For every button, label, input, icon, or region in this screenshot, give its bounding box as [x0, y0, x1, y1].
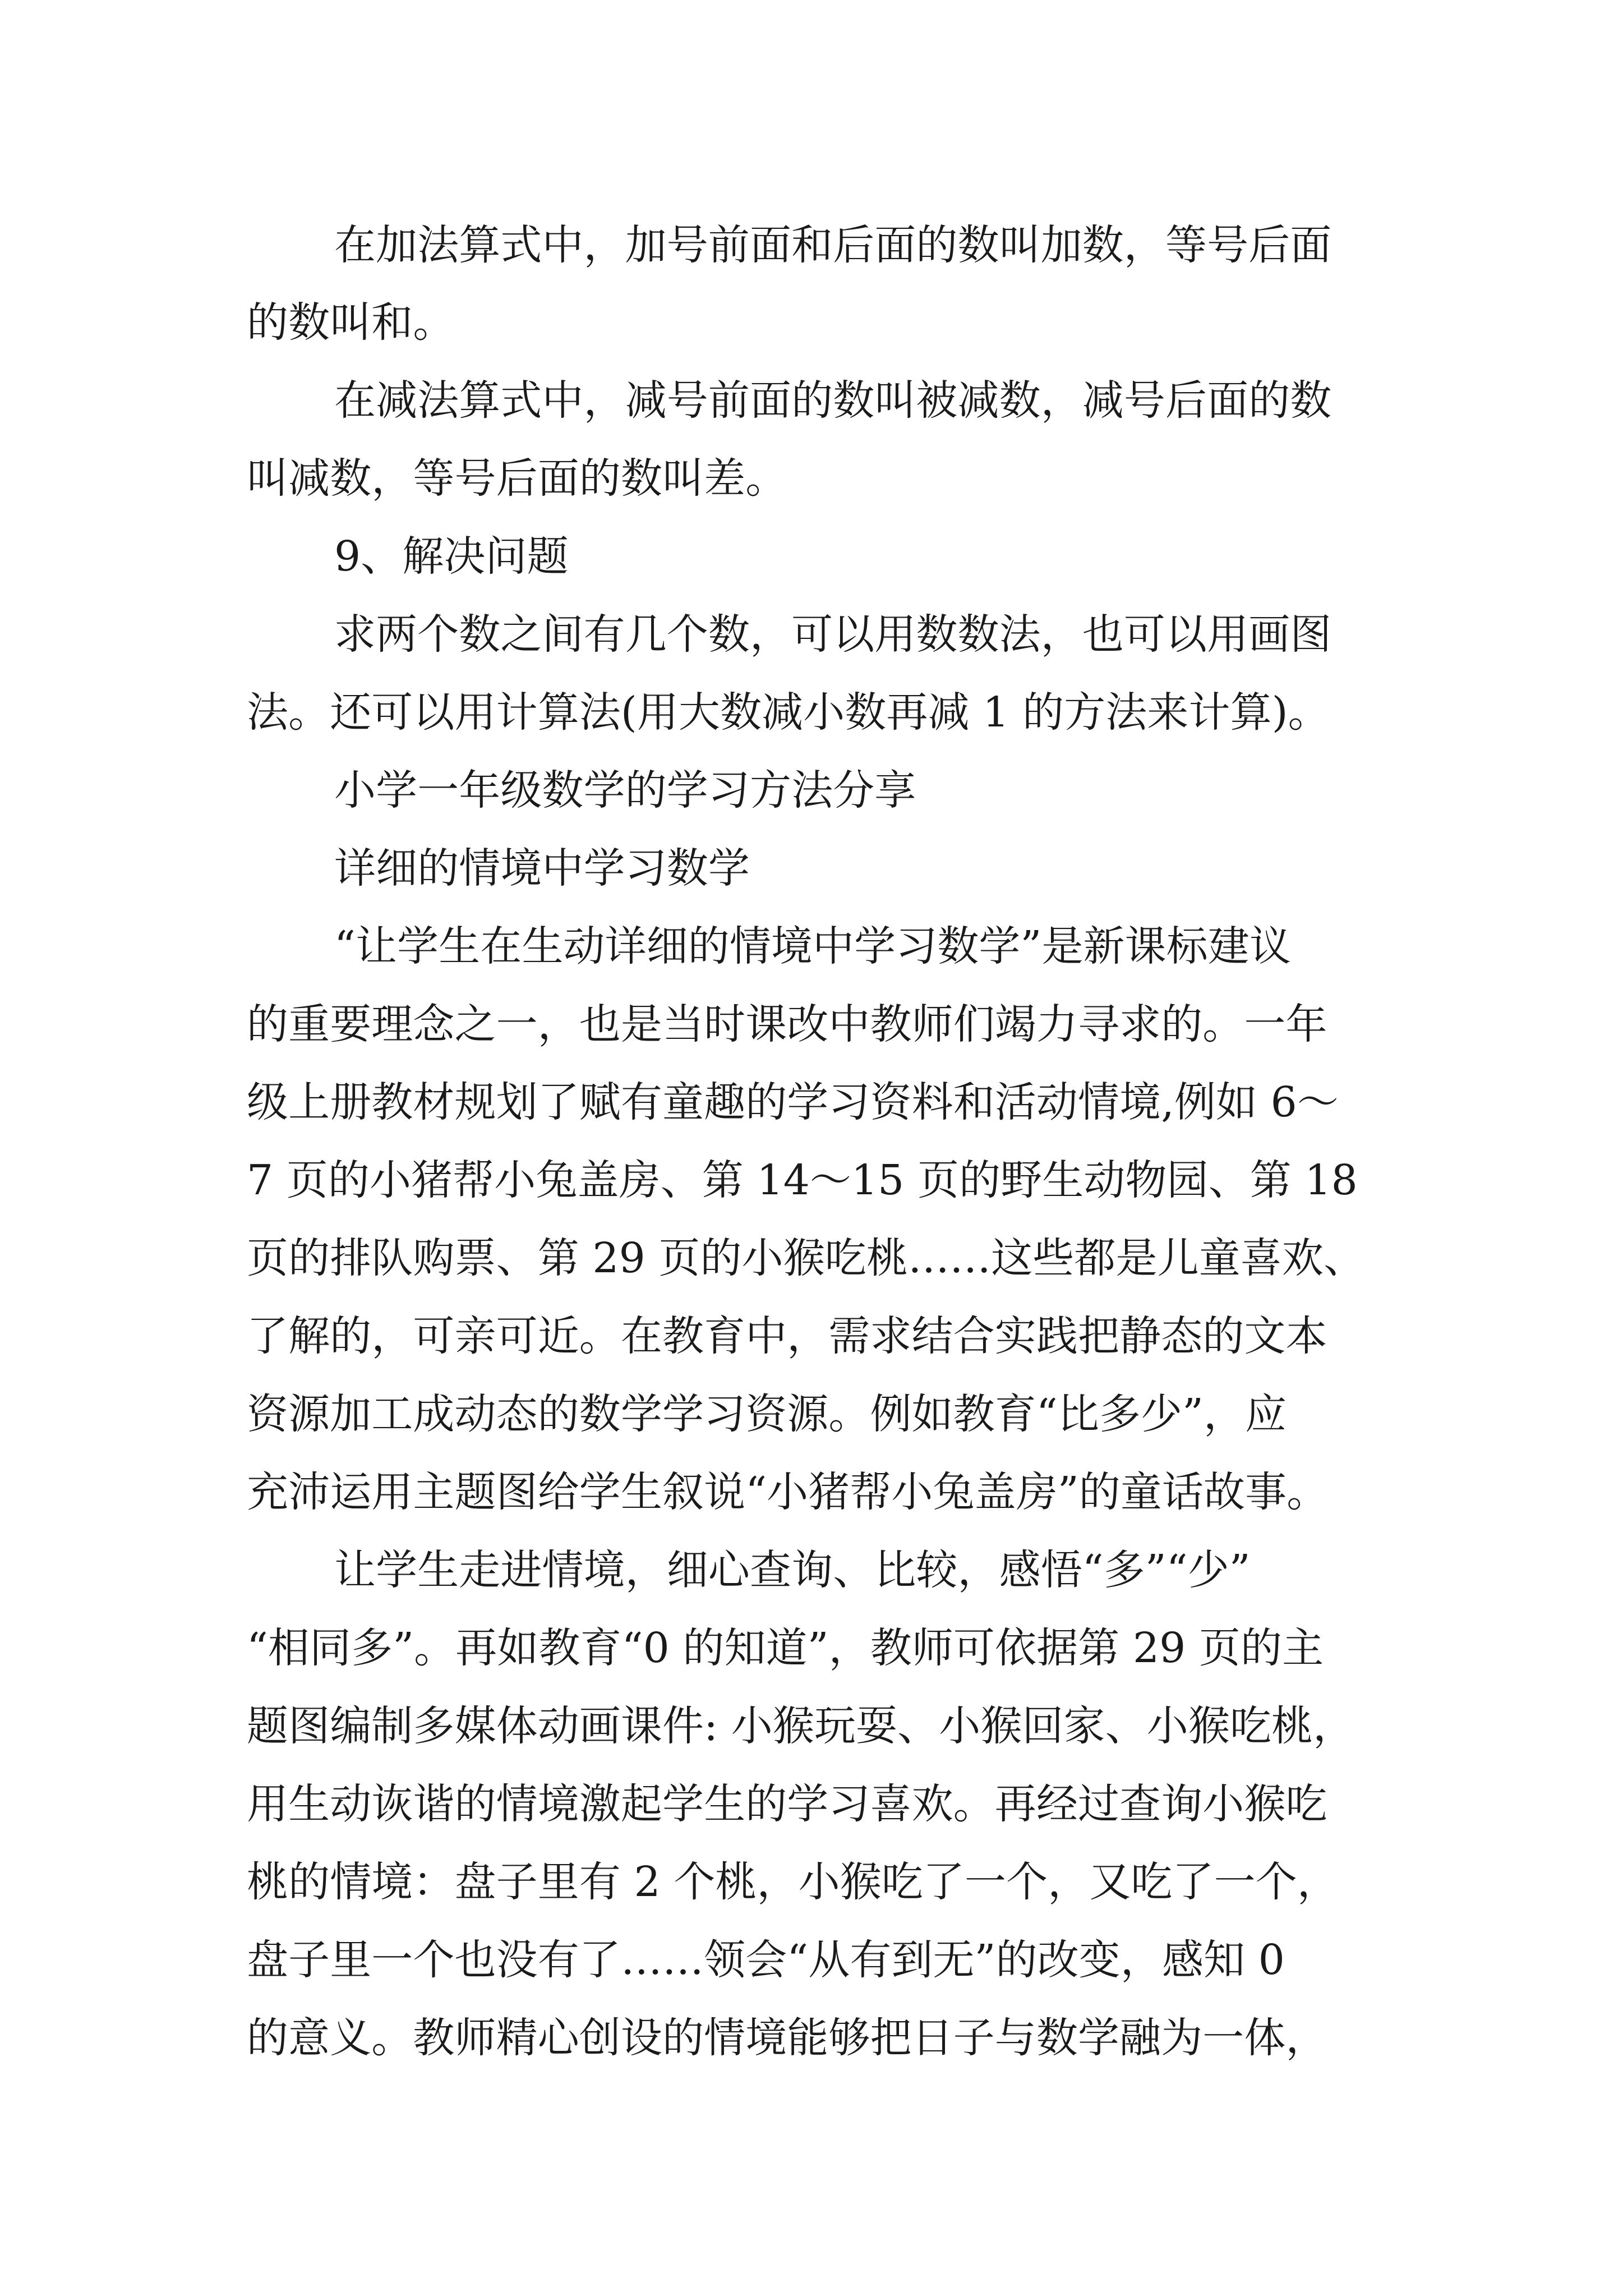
paragraph-line: 7 页的小猪帮小兔盖房、第 14～15 页的野生动物园、第 18	[247, 1156, 1358, 1204]
paragraph-line: 的意义。教师精心创设的情境能够把日子与数学融为一体，	[247, 2014, 1327, 2062]
paragraph-line: 资源加工成动态的数学学习资源。例如教育“比多少”，应	[247, 1390, 1287, 1438]
paragraph-line: 法。还可以用计算法(用大数减小数再减 1 的方法来计算)。	[247, 688, 1330, 737]
paragraph-line: 题图编制多媒体动画课件: 小猴玩耍、小猴回家、小猴吃桃，	[247, 1702, 1355, 1750]
paragraph-line: 的重要理念之一，也是当时课改中教师们竭力寻求的。一年	[247, 1000, 1327, 1048]
paragraph-line: 让学生走进情境，细心查询、比较，感悟“多”“少”	[334, 1546, 1251, 1594]
paragraph-line: 了解的，可亲可近。在教育中，需求结合实践把静态的文本	[247, 1312, 1327, 1360]
paragraph-line: 在加法算式中，加号前面和后面的数叫加数，等号后面	[334, 221, 1332, 269]
paragraph-line: 求两个数之间有几个数，可以用数数法，也可以用画图	[334, 610, 1332, 659]
paragraph-line: 桃的情境：盘子里有 2 个桃，小猴吃了一个，又吃了一个，	[247, 1858, 1339, 1906]
paragraph-line: 充沛运用主题图给学生叙说“小猪帮小兔盖房”的童话故事。	[247, 1468, 1329, 1516]
paragraph-line: 叫减数，等号后面的数叫差。	[247, 454, 787, 503]
paragraph-line: “相同多”。再如教育“0 的知道”，教师可依据第 29 页的主	[247, 1624, 1324, 1672]
paragraph-line: 在减法算式中，减号前面的数叫被减数，减号后面的数	[334, 376, 1332, 425]
paragraph-line: 级上册教材规划了赋有童趣的学习资料和活动情境,例如 6～	[247, 1078, 1339, 1126]
paragraph-line: 的数叫和。	[247, 298, 455, 347]
paragraph-line: “让学生在生动详细的情境中学习数学”是新课标建议	[334, 922, 1292, 970]
paragraph-line: 用生动诙谐的情境激起学生的学习喜欢。再经过查询小猴吃	[247, 1780, 1327, 1828]
paragraph-line: 盘子里一个也没有了……领会“从有到无”的改变，感知 0	[247, 1936, 1285, 1984]
section-heading: 详细的情境中学习数学	[334, 844, 750, 892]
section-heading: 9、解决问题	[334, 532, 569, 581]
section-heading: 小学一年级数学的学习方法分享	[334, 766, 916, 815]
paragraph-line: 页的排队购票、第 29 页的小猴吃桃……这些都是儿童喜欢、	[247, 1234, 1366, 1282]
